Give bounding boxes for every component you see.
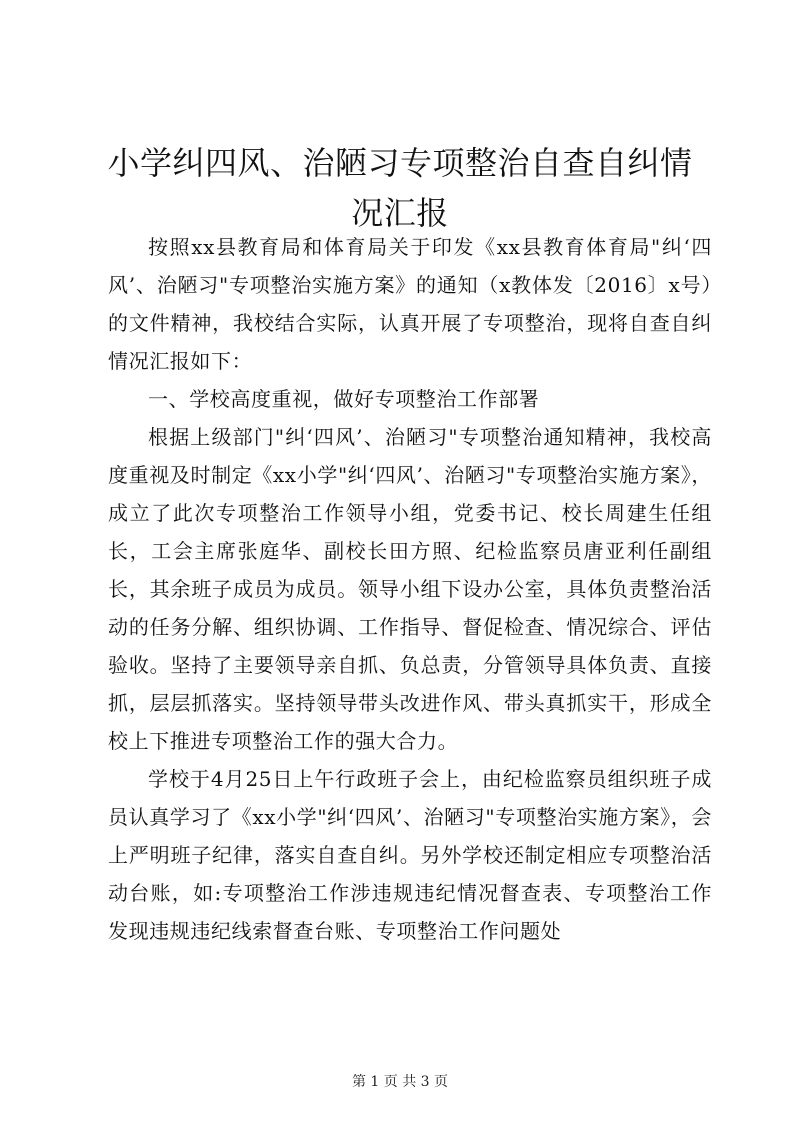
section-heading: 一、学校高度重视，做好专项整治工作部署 <box>148 387 540 411</box>
body-paragraph: 学校于4月25日上午行政班子会上，由纪检监察员组织班子成员认真学习了《xx小学"纠‘四风’、治陋习"专项整治实施方案》，会上严明班子纪律，落实自查自纠。另外学校还制定相应专项整治活动台账，如:专项整治工作涉违规违纪情况督查表、专项整治工作发现违规违纪线索督查台账、专项整治工作问题处 <box>108 767 712 943</box>
intro-paragraph: 按照xx县教育局和体育局关于印发《xx县教育体育局"纠‘四风’、治陋习"专项整治实施方案》的通知（x教体发〔2016〕x号）的文件精神，我校结合实际，认真开展了专项整治，现将自查自纠情况汇报如下： <box>108 235 712 373</box>
body-paragraph: 根据上级部门"纠‘四风’、治陋习"专项整治通知精神，我校高度重视及时制定《xx小学"纠‘四风’、治陋习"专项整治实施方案》，成立了此次专项整治工作领导小组，党委书记、校长周建生任组长，工会主席张庭华、副校长田方照、纪检监察员唐亚利任副组长，其余班子成员为成员。领导小组下设办公室，具体负责整治活动的任务分解、组织协调、工作指导、督促检查、情况综合、评估验收。坚持了主要领导亲自抓、负总责，分管领导具体负责、直接抓，层层抓落实。坚持领导带头改进作风、带头真抓实干，形成全校上下推进专项整治工作的强大合力。 <box>108 425 712 753</box>
document-title: 小学纠四风、治陋习专项整治自查自纠情况汇报 <box>107 144 693 232</box>
document-body <box>108 228 712 950</box>
page-footer: 第 1 页 共 3 页 <box>351 1074 449 1090</box>
